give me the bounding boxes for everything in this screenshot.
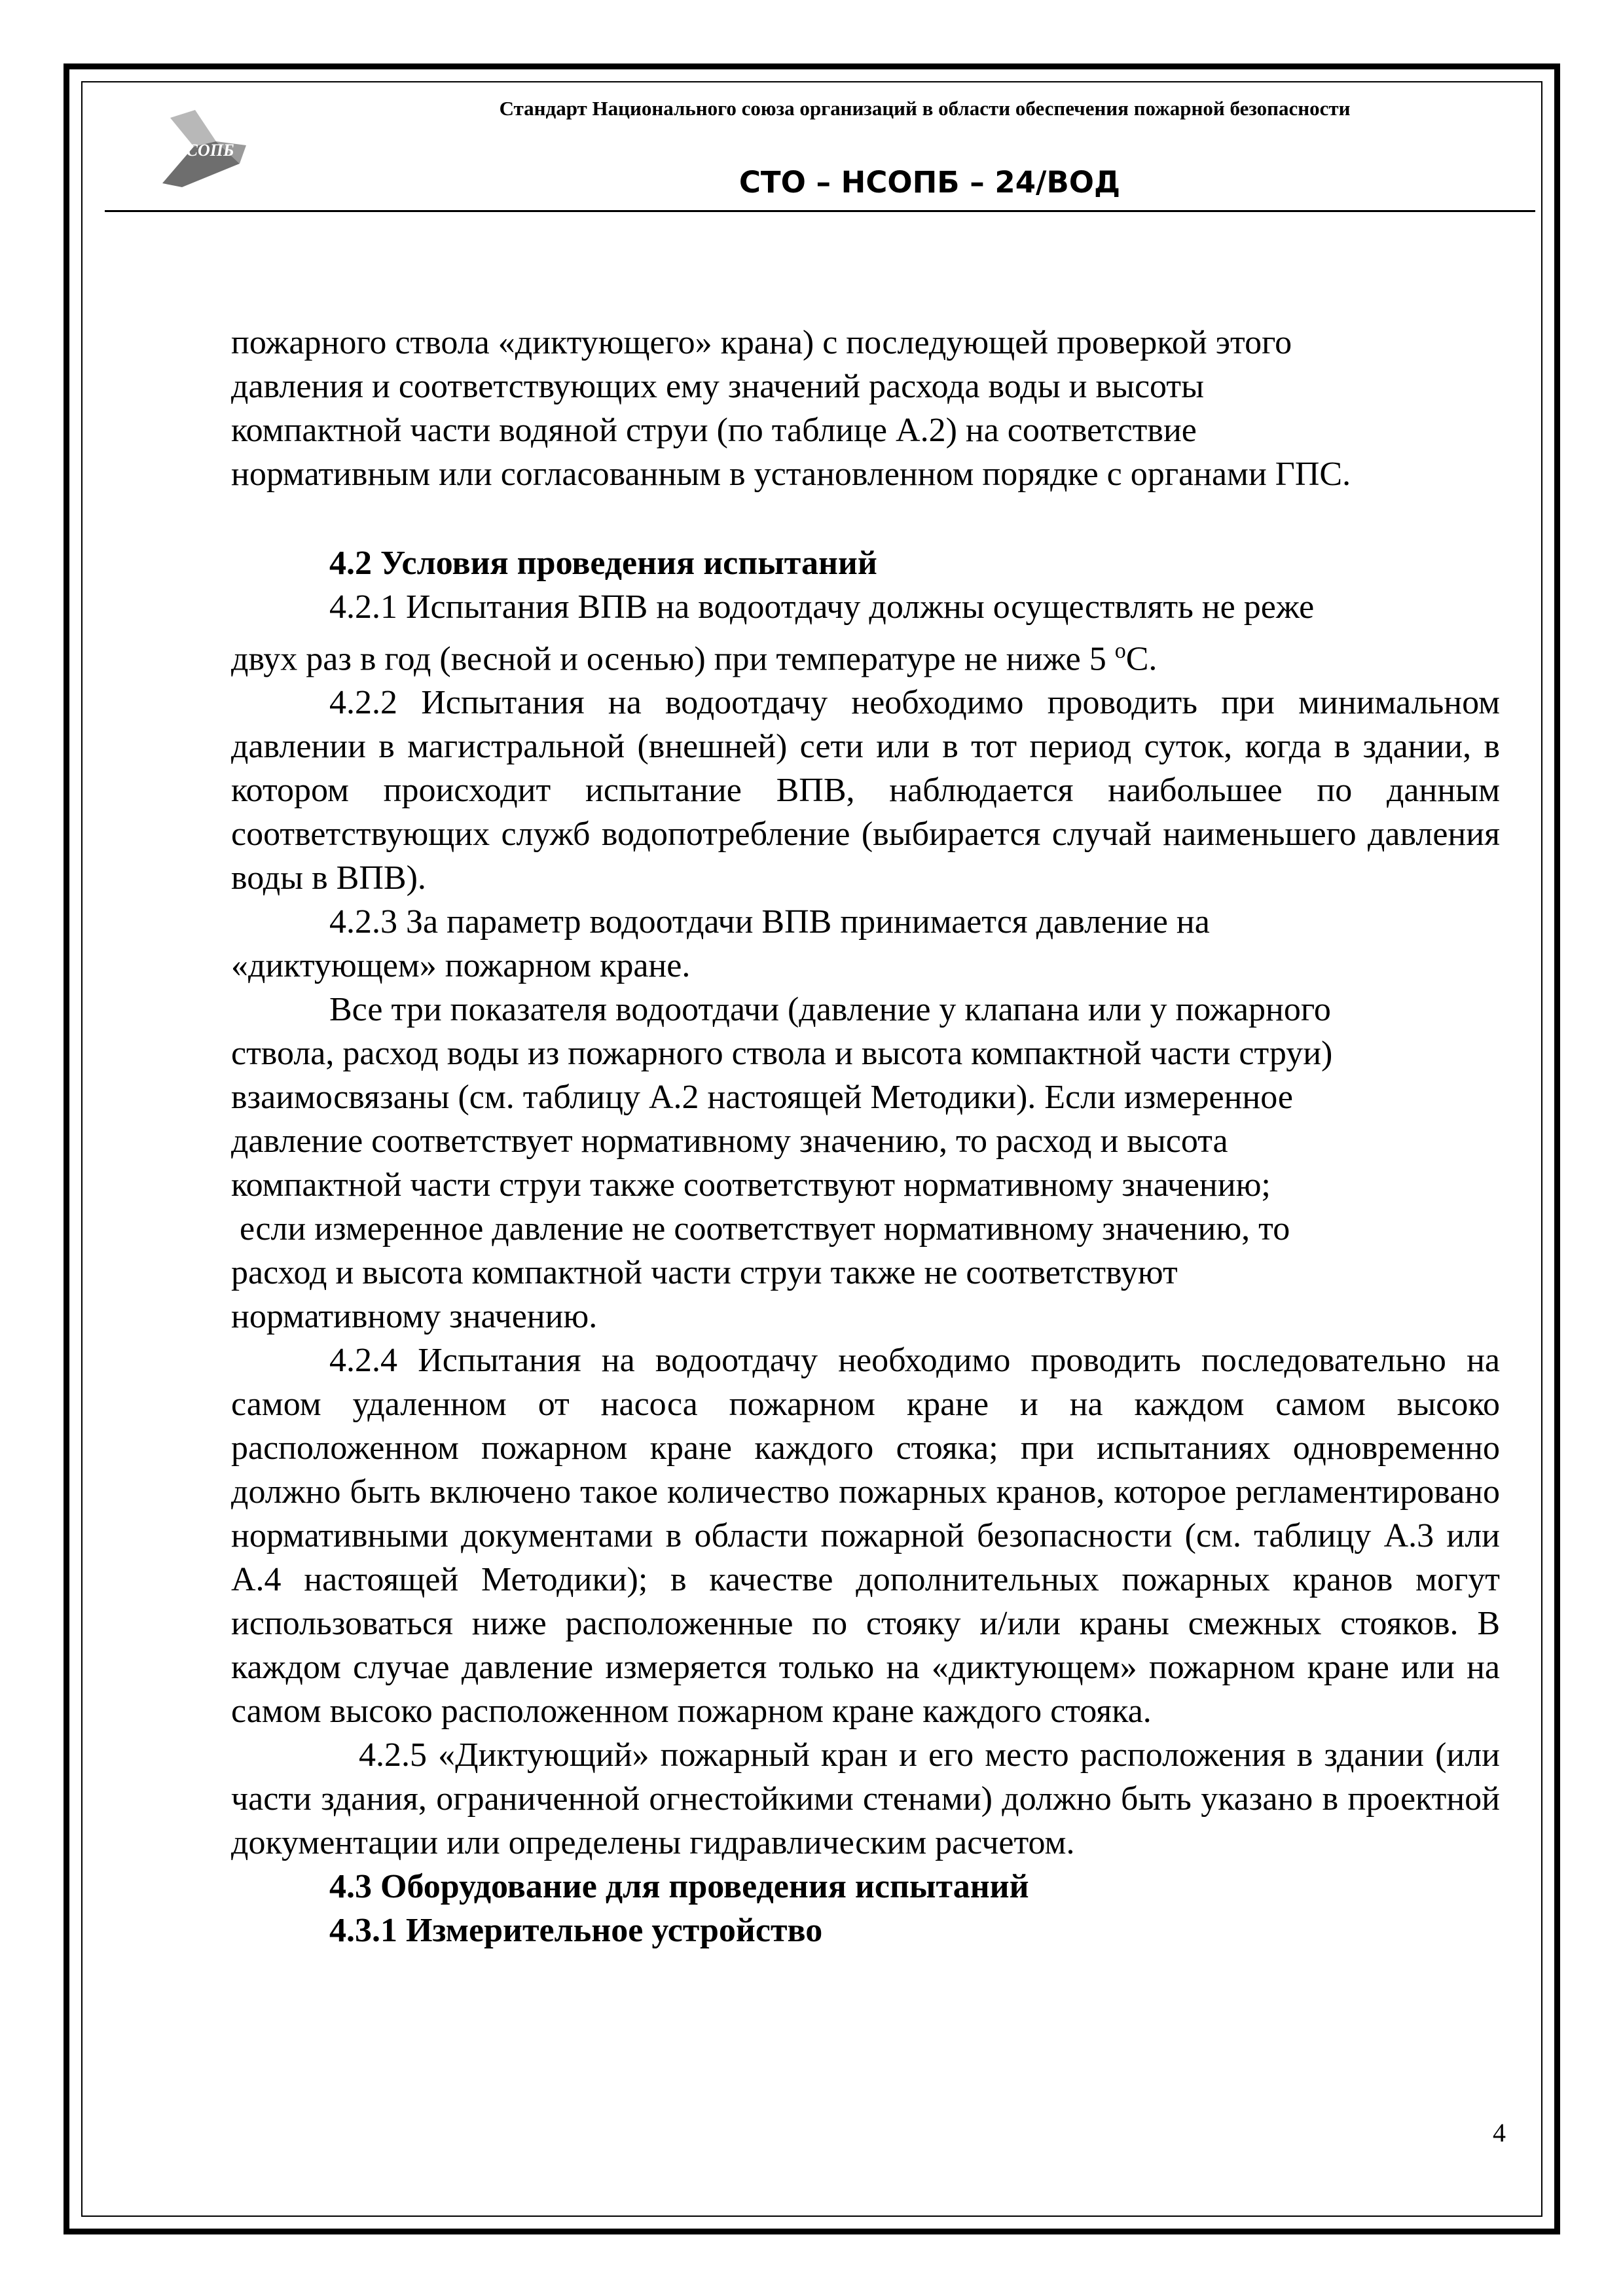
text-line: компактной части струи также соответствуют нормативному значению; — [231, 1166, 1271, 1204]
text-line: расход и высота компактной части струи также не соответствуют — [231, 1254, 1178, 1292]
text-line: нормативному значению. — [231, 1298, 598, 1336]
paragraph-4-2-5: 4.2.5 «Диктующий» пожарный кран и его место расположения в здании (или части здания, ограниченной огнестойкими стенами) должно быть указано в проектной документации или определены гидравлическим расчетом. — [231, 1736, 1500, 1862]
text-line: нормативным или согласованным в установленном порядке с органами ГПС. — [231, 456, 1351, 493]
text-line: давления и соответствующих ему значений расхода воды и высоты — [231, 368, 1205, 405]
nsopb-logo — [156, 103, 251, 192]
degree-superscript: o — [1114, 639, 1126, 663]
text-line: 4.2.3 За параметр водоотдачи ВПВ принимается давление на — [329, 903, 1210, 941]
text-line: двух раз в год (весной и осенью) при температуре не ниже 5 $^o$С. — [231, 639, 1158, 678]
text-line: «диктующем» пожарном кране. — [231, 947, 691, 985]
paragraph-4-2-2: 4.2.2 Испытания на водоотдачу необходимо проводить при минимальном давлении в магистральной (внешней) сети или в тот период суток, когда в здании, в котором происходит испытание ВПВ, наблюдается наибольшее по данным соответствующих служб водопотребление (выбирается случай наименьшего давления воды в ВПВ). — [231, 684, 1500, 897]
document-body — [231, 321, 1500, 1952]
section-heading-4-2: 4.2 Условия проведения испытаний — [329, 545, 877, 582]
header-rule — [105, 210, 1535, 212]
text-line: 4.2.1 Испытания ВПВ на водоотдачу должны осуществлять не реже — [329, 588, 1315, 626]
document-code: СТО – НСОПБ – 24/ВОД — [739, 165, 1121, 200]
standard-organization-line: Стандарт Национального союза организаций в области обеспечения пожарной безопасности — [499, 97, 1351, 120]
section-heading-4-3-1: 4.3.1 Измерительное устройство — [329, 1912, 823, 1950]
text-line: давление соответствует нормативному значению, то расход и высота — [231, 1122, 1228, 1160]
text-line: взаимосвязаны (см. таблицу А.2 настоящей Методики). Если измеренное — [231, 1079, 1293, 1117]
page-number: 4 — [1493, 2118, 1506, 2147]
text-line: ствола, расход воды из пожарного ствола и высота компактной части струи) — [231, 1035, 1333, 1073]
section-heading-4-3: 4.3 Оборудование для проведения испытаний — [329, 1868, 1029, 1906]
logo-text: НСОПБ — [173, 141, 234, 160]
paragraph-4-2-4: 4.2.4 Испытания на водоотдачу необходимо проводить последовательно на самом удаленном от насоса пожарном кране и на каждом самом высоко расположенном пожарном кране каждого стояка; при испытаниях одновременно должно быть включено такое количество пожарных кранов, которое регламентировано нормативными документами в области пожарной безопасности (см. таблицу А.3 или А.4 настоящей Методики); в качестве дополнительных пожарных кранов могут использоваться ниже расположенные по стояку и/или краны смежных стояков. В каждом случае давление измеряется только на «диктующем» пожарном кране или на самом высоко расположенном пожарном кране каждого стояка. — [231, 1342, 1500, 1731]
text-line: компактной части водяной струи (по таблице А.2) на соответствие — [231, 412, 1197, 449]
text-line: Все три показателя водоотдачи (давление у клапана или у пожарного — [329, 991, 1331, 1029]
text-line: если измеренное давление не соответствует нормативному значению, то — [231, 1210, 1290, 1248]
text-line: пожарного ствола «диктующего» крана) с последующей проверкой этого — [231, 324, 1292, 361]
